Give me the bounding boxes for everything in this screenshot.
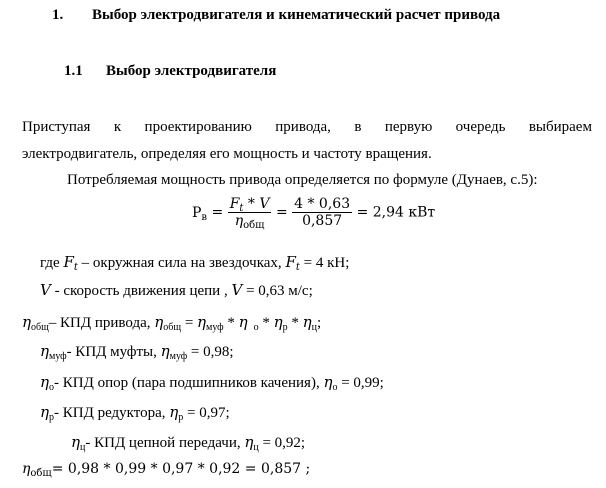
- formula-numerator: $F_t$ * V: [229, 196, 270, 214]
- def-eta-total-line: $\eta_{общ}-$ КПД привода, $\eta_{общ} = \eta_{муф} * \eta$ $_о * \eta_р * \eta_ц$;: [22, 313, 322, 333]
- def-eta-bearings-line: $\eta_о-$ КПД опор (пара подшипников качения), $\eta_о = 0,99$;: [40, 373, 384, 393]
- power-formula: $P_в$ = $\frac{F_t * V}{\eta_{общ}}$ = $\frac{4 * 0,63}{0,857}$ = 2,94 кВт: [192, 196, 436, 231]
- heading-2-title: Выбор электродвигателя: [106, 63, 277, 79]
- formula-fraction-symbolic: [228, 196, 272, 229]
- heading-1-number: 1.: [52, 7, 64, 23]
- def-force-line: где $F_t$ – окружная сила на звездочках, $F_t = 4$ кН;: [40, 253, 350, 273]
- heading-2-number: 1.1: [64, 63, 83, 79]
- intro-word: очередь: [455, 119, 506, 135]
- heading-1-title: Выбор электродвигателя и кинематический расчет привода: [92, 7, 501, 23]
- intro-word: Приступая: [22, 119, 91, 135]
- formula-equals: =: [211, 204, 224, 221]
- def-speed-line: V - скорость движения цепи , V = 0,63 м/с;: [40, 281, 313, 299]
- formula-result: = 2,94 кВт: [356, 204, 436, 221]
- formula-numerator-numeric: 4 * 0,63: [294, 196, 351, 212]
- formula-denominator: $\eta_{общ}$: [234, 213, 265, 231]
- power-sentence: Потребляемая мощность привода определяется по формуле (Дунаев, с.5):: [67, 172, 538, 188]
- intro-word: первую: [384, 119, 433, 135]
- def-eta-chain-line: $\eta_ц-$ КПД цепной передачи, $\eta_ц = 0,92$;: [71, 433, 306, 453]
- eta-calculation-line: $\eta_{общ}= 0,98 * 0,99 * 0,97 * 0,92 = 0,857$ ;: [22, 461, 311, 479]
- formula-fraction-numeric: [292, 196, 352, 229]
- formula-denominator-numeric: 0,857: [302, 213, 343, 229]
- intro-word: привода,: [275, 119, 331, 135]
- def-eta-coupling-line: $\eta_{муф}-$ КПД муфты, $\eta_{муф} = 0,98$;: [40, 342, 234, 362]
- intro-word: проектированию: [144, 119, 252, 135]
- def-eta-reducer-line: $\eta_р-$ КПД редуктора, $\eta_р = 0,97$;: [40, 403, 230, 423]
- intro-line-2: электродвигатель, определяя его мощность и частоту вращения.: [22, 146, 432, 162]
- formula-lhs: $P_в$: [192, 204, 208, 223]
- heading-1: [52, 7, 501, 24]
- intro-line-1: [22, 119, 592, 136]
- heading-2: [64, 63, 277, 80]
- intro-word: в: [354, 119, 362, 135]
- intro-word: к: [113, 119, 122, 135]
- intro-word: выбираем: [528, 119, 592, 135]
